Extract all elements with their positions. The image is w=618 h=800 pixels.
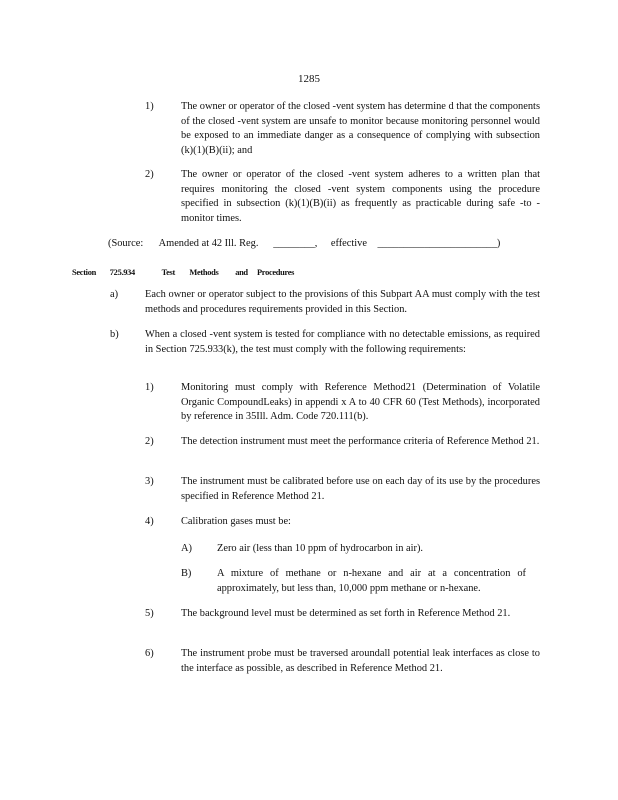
section-title-word: Test bbox=[161, 268, 175, 277]
section-label: Section bbox=[72, 268, 96, 277]
requirement-text: The instrument must be calibrated before use on each day of its use by the procedures specified in Reference Method 21. bbox=[181, 476, 540, 502]
gas-marker: B) bbox=[181, 568, 192, 579]
gas-text: A mixture of methane or n-hexane and air at a concentration of approximately, but less than, 10,000 ppm methane or n-hexane. bbox=[217, 568, 526, 594]
source-effective: effective bbox=[330, 238, 367, 249]
section-title-word: Methods bbox=[189, 268, 219, 277]
item-marker: 1) bbox=[145, 101, 154, 112]
requirement-text: Calibration gases must be: bbox=[181, 516, 291, 527]
requirement-marker: 5) bbox=[145, 608, 154, 619]
source-blank-1: ________, bbox=[273, 238, 318, 249]
source-amended: Amended at 42 Ill. Reg. bbox=[158, 238, 259, 249]
section-number: 725.934 bbox=[109, 268, 135, 277]
item-text: The owner or operator of the closed -vent system adheres to a written plan that requires monitoring the closed -vent system components using the procedure specified in subsection (k)(1)(B)(ii) as frequently as practicable during safe -to -monitor times. bbox=[181, 169, 540, 224]
requirement-text: The detection instrument must meet the performance criteria of Reference Method 21. bbox=[181, 436, 540, 447]
page-number: 1285 bbox=[298, 73, 320, 85]
paragraph-text: Each owner or operator subject to the provisions of this Subpart AA must comply with the test methods and procedures requirements provided in this Section. bbox=[145, 289, 540, 315]
requirement-marker: 4) bbox=[145, 516, 154, 527]
requirement-text: The instrument probe must be traversed aroundall potential leak interfaces as close to the interface as possible, as described in Reference Method 21. bbox=[181, 648, 540, 674]
requirement-text: Monitoring must comply with Reference Method21 (Determination of Volatile Organic CompoundLeaks) in appendi x A to 40 CFR 60 (Test Methods), incorporated by reference in 35Ill. Adm. Code 720.111(b). bbox=[181, 382, 540, 423]
requirement-text: The background level must be determined as set forth in Reference Method 21. bbox=[181, 608, 511, 619]
section-title-word: Procedures bbox=[256, 268, 295, 277]
paragraph-marker: a) bbox=[110, 289, 119, 300]
source-label: (Source: bbox=[108, 238, 144, 249]
requirement-marker: 6) bbox=[145, 648, 154, 659]
source-note bbox=[108, 237, 538, 252]
section-title-word: and bbox=[235, 268, 248, 277]
requirement-marker: 2) bbox=[145, 436, 154, 447]
section-heading bbox=[72, 266, 542, 281]
gas-marker: A) bbox=[181, 543, 192, 554]
gas-text: Zero air (less than 10 ppm of hydrocarbon in air). bbox=[217, 543, 424, 554]
requirement-marker: 3) bbox=[145, 476, 154, 487]
item-marker: 2) bbox=[145, 169, 154, 180]
source-blank-2: _______________________) bbox=[377, 238, 501, 249]
requirement-marker: 1) bbox=[145, 382, 154, 393]
paragraph-text: When a closed -vent system is tested for compliance with no detectable emissions, as required in Section 725.933(k), the test must comply with the following requirements: bbox=[145, 329, 540, 355]
item-text: The owner or operator of the closed -vent system has determine d that the components of the closed -vent system are unsafe to monitor because monitoring personnel would be exposed to an immediate danger as a consequence of complying with subsection (k)(1)(B)(ii); and bbox=[181, 101, 540, 156]
paragraph-marker: b) bbox=[110, 329, 119, 340]
